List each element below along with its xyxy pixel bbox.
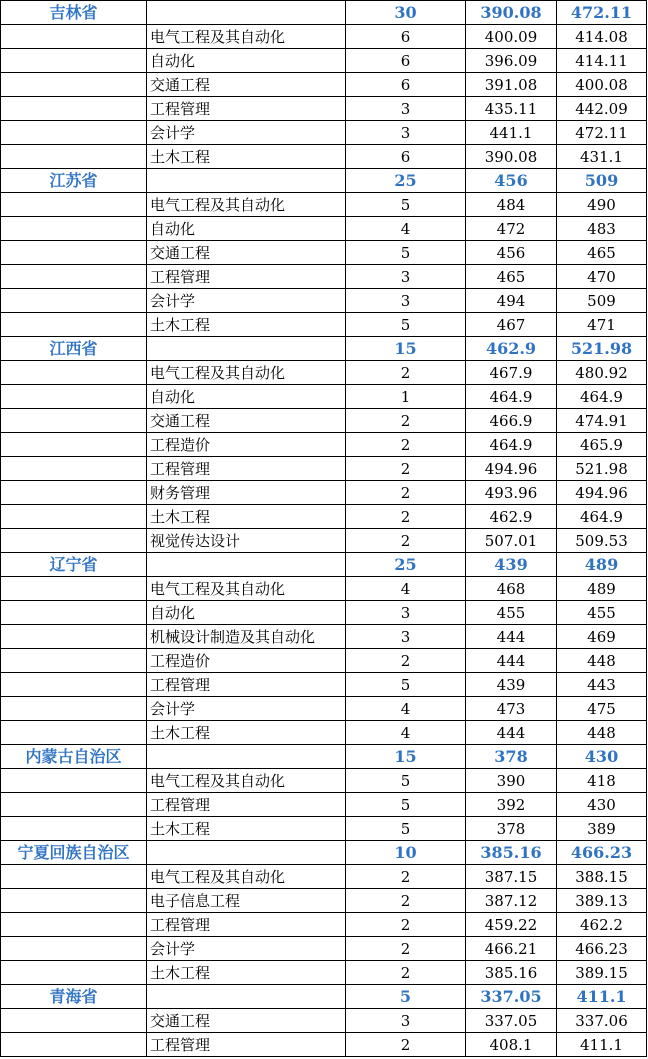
major-count: 2 [346, 649, 466, 673]
major-count: 5 [346, 769, 466, 793]
province-cell-empty [1, 217, 147, 241]
province-cell-empty [1, 697, 147, 721]
province-row [1, 745, 647, 769]
major-min-score: 507.01 [466, 529, 557, 553]
major-max-score: 414.11 [557, 49, 647, 73]
major-min-score: 464.9 [466, 385, 557, 409]
major-count: 3 [346, 121, 466, 145]
major-row [1, 145, 647, 169]
province-blank [147, 841, 346, 865]
major-name: 工程管理 [147, 97, 346, 121]
major-name: 电气工程及其自动化 [147, 769, 346, 793]
major-name: 自动化 [147, 601, 346, 625]
major-row [1, 385, 647, 409]
province-cell-empty [1, 865, 147, 889]
major-row [1, 529, 647, 553]
province-cell-empty [1, 1033, 147, 1057]
major-min-score: 455 [466, 601, 557, 625]
province-cell-empty [1, 937, 147, 961]
province-min-score: 385.16 [466, 841, 557, 865]
major-min-score: 472 [466, 217, 557, 241]
province-name: 青海省 [1, 985, 147, 1009]
province-cell-empty [1, 481, 147, 505]
major-count: 2 [346, 505, 466, 529]
major-name: 交通工程 [147, 1009, 346, 1033]
major-row [1, 625, 647, 649]
province-cell-empty [1, 673, 147, 697]
major-max-score: 521.98 [557, 457, 647, 481]
major-min-score: 439 [466, 673, 557, 697]
major-count: 4 [346, 721, 466, 745]
major-name: 自动化 [147, 385, 346, 409]
major-name: 电气工程及其自动化 [147, 193, 346, 217]
major-count: 2 [346, 457, 466, 481]
major-row [1, 889, 647, 913]
major-count: 2 [346, 361, 466, 385]
major-name: 土木工程 [147, 961, 346, 985]
major-max-score: 474.91 [557, 409, 647, 433]
major-count: 6 [346, 25, 466, 49]
major-max-score: 443 [557, 673, 647, 697]
province-max-score: 411.1 [557, 985, 647, 1009]
province-cell-empty [1, 289, 147, 313]
province-total: 15 [346, 337, 466, 361]
major-min-score: 444 [466, 649, 557, 673]
province-cell-empty [1, 121, 147, 145]
major-row [1, 193, 647, 217]
major-row [1, 769, 647, 793]
major-count: 2 [346, 409, 466, 433]
major-name: 工程管理 [147, 457, 346, 481]
major-count: 5 [346, 673, 466, 697]
major-count: 2 [346, 937, 466, 961]
major-min-score: 378 [466, 817, 557, 841]
major-row [1, 697, 647, 721]
province-cell-empty [1, 721, 147, 745]
major-count: 5 [346, 241, 466, 265]
province-blank [147, 169, 346, 193]
province-cell-empty [1, 817, 147, 841]
major-max-score: 466.23 [557, 937, 647, 961]
major-count: 3 [346, 625, 466, 649]
major-min-score: 467.9 [466, 361, 557, 385]
major-max-score: 389.13 [557, 889, 647, 913]
province-cell-empty [1, 433, 147, 457]
major-max-score: 400.08 [557, 73, 647, 97]
major-max-score: 490 [557, 193, 647, 217]
major-row [1, 265, 647, 289]
major-count: 3 [346, 265, 466, 289]
major-max-score: 472.11 [557, 121, 647, 145]
major-max-score: 494.96 [557, 481, 647, 505]
province-cell-empty [1, 529, 147, 553]
major-min-score: 484 [466, 193, 557, 217]
major-min-score: 441.1 [466, 121, 557, 145]
major-min-score: 462.9 [466, 505, 557, 529]
province-cell-empty [1, 625, 147, 649]
province-cell-empty [1, 961, 147, 985]
major-count: 2 [346, 961, 466, 985]
major-count: 2 [346, 865, 466, 889]
major-count: 2 [346, 1033, 466, 1057]
major-name: 会计学 [147, 937, 346, 961]
major-min-score: 468 [466, 577, 557, 601]
major-min-score: 493.96 [466, 481, 557, 505]
major-max-score: 469 [557, 625, 647, 649]
province-cell-empty [1, 73, 147, 97]
major-count: 5 [346, 817, 466, 841]
major-count: 6 [346, 145, 466, 169]
province-min-score: 462.9 [466, 337, 557, 361]
major-row [1, 25, 647, 49]
province-name: 江苏省 [1, 169, 147, 193]
major-name: 土木工程 [147, 817, 346, 841]
province-name: 辽宁省 [1, 553, 147, 577]
major-min-score: 456 [466, 241, 557, 265]
major-count: 2 [346, 481, 466, 505]
major-min-score: 467 [466, 313, 557, 337]
province-total: 5 [346, 985, 466, 1009]
province-cell-empty [1, 793, 147, 817]
major-max-score: 509 [557, 289, 647, 313]
major-row [1, 505, 647, 529]
major-min-score: 337.05 [466, 1009, 557, 1033]
major-row [1, 49, 647, 73]
province-total: 25 [346, 553, 466, 577]
major-max-score: 389 [557, 817, 647, 841]
major-name: 工程管理 [147, 265, 346, 289]
major-name: 土木工程 [147, 145, 346, 169]
major-max-score: 464.9 [557, 385, 647, 409]
table-body [1, 1, 647, 1057]
province-max-score: 509 [557, 169, 647, 193]
major-row [1, 721, 647, 745]
major-max-score: 462.2 [557, 913, 647, 937]
province-cell-empty [1, 457, 147, 481]
province-cell-empty [1, 145, 147, 169]
major-row [1, 313, 647, 337]
major-row [1, 409, 647, 433]
province-name: 吉林省 [1, 1, 147, 25]
major-count: 3 [346, 1009, 466, 1033]
major-name: 财务管理 [147, 481, 346, 505]
major-max-score: 464.9 [557, 505, 647, 529]
major-count: 2 [346, 913, 466, 937]
major-max-score: 430 [557, 793, 647, 817]
province-row [1, 337, 647, 361]
province-total: 25 [346, 169, 466, 193]
major-name: 土木工程 [147, 721, 346, 745]
province-min-score: 390.08 [466, 1, 557, 25]
province-name: 内蒙古自治区 [1, 745, 147, 769]
major-min-score: 466.21 [466, 937, 557, 961]
major-min-score: 396.09 [466, 49, 557, 73]
major-row [1, 241, 647, 265]
province-cell-empty [1, 769, 147, 793]
major-min-score: 400.09 [466, 25, 557, 49]
major-min-score: 466.9 [466, 409, 557, 433]
major-count: 3 [346, 601, 466, 625]
major-min-score: 465 [466, 265, 557, 289]
major-min-score: 390.08 [466, 145, 557, 169]
major-row [1, 937, 647, 961]
province-blank [147, 985, 346, 1009]
major-name: 电气工程及其自动化 [147, 361, 346, 385]
major-name: 机械设计制造及其自动化 [147, 625, 346, 649]
province-name: 江西省 [1, 337, 147, 361]
major-name: 电气工程及其自动化 [147, 865, 346, 889]
province-cell-empty [1, 25, 147, 49]
province-blank [147, 1, 346, 25]
major-max-score: 337.06 [557, 1009, 647, 1033]
major-name: 工程管理 [147, 1033, 346, 1057]
major-count: 6 [346, 49, 466, 73]
province-cell-empty [1, 1009, 147, 1033]
major-name: 自动化 [147, 217, 346, 241]
major-count: 4 [346, 217, 466, 241]
province-cell-empty [1, 193, 147, 217]
major-min-score: 392 [466, 793, 557, 817]
major-row [1, 361, 647, 385]
major-max-score: 480.92 [557, 361, 647, 385]
province-total: 30 [346, 1, 466, 25]
major-max-score: 414.08 [557, 25, 647, 49]
major-row [1, 817, 647, 841]
province-max-score: 466.23 [557, 841, 647, 865]
province-row [1, 553, 647, 577]
major-max-score: 411.1 [557, 1033, 647, 1057]
major-name: 土木工程 [147, 313, 346, 337]
major-row [1, 1009, 647, 1033]
major-count: 5 [346, 793, 466, 817]
province-cell-empty [1, 889, 147, 913]
major-name: 视觉传达设计 [147, 529, 346, 553]
province-cell-empty [1, 649, 147, 673]
province-cell-empty [1, 313, 147, 337]
major-min-score: 494.96 [466, 457, 557, 481]
major-max-score: 470 [557, 265, 647, 289]
major-count: 2 [346, 889, 466, 913]
major-row [1, 289, 647, 313]
major-count: 3 [346, 289, 466, 313]
province-cell-empty [1, 409, 147, 433]
major-min-score: 435.11 [466, 97, 557, 121]
major-min-score: 391.08 [466, 73, 557, 97]
major-row [1, 649, 647, 673]
province-blank [147, 745, 346, 769]
province-cell-empty [1, 577, 147, 601]
major-name: 交通工程 [147, 241, 346, 265]
major-name: 交通工程 [147, 73, 346, 97]
major-min-score: 464.9 [466, 433, 557, 457]
major-name: 工程管理 [147, 673, 346, 697]
major-row [1, 865, 647, 889]
major-max-score: 448 [557, 649, 647, 673]
major-count: 5 [346, 193, 466, 217]
major-min-score: 459.22 [466, 913, 557, 937]
major-max-score: 448 [557, 721, 647, 745]
major-max-score: 418 [557, 769, 647, 793]
major-row [1, 1033, 647, 1057]
major-count: 5 [346, 313, 466, 337]
major-min-score: 387.15 [466, 865, 557, 889]
province-max-score: 472.11 [557, 1, 647, 25]
major-max-score: 388.15 [557, 865, 647, 889]
major-max-score: 475 [557, 697, 647, 721]
province-max-score: 430 [557, 745, 647, 769]
major-name: 自动化 [147, 49, 346, 73]
major-row [1, 961, 647, 985]
major-count: 4 [346, 577, 466, 601]
major-count: 6 [346, 73, 466, 97]
major-max-score: 489 [557, 577, 647, 601]
province-name: 宁夏回族自治区 [1, 841, 147, 865]
major-min-score: 408.1 [466, 1033, 557, 1057]
province-cell-empty [1, 241, 147, 265]
major-min-score: 473 [466, 697, 557, 721]
major-min-score: 385.16 [466, 961, 557, 985]
major-name: 工程造价 [147, 649, 346, 673]
major-row [1, 121, 647, 145]
major-min-score: 390 [466, 769, 557, 793]
province-cell-empty [1, 913, 147, 937]
province-row [1, 985, 647, 1009]
major-min-score: 494 [466, 289, 557, 313]
province-row [1, 169, 647, 193]
province-min-score: 456 [466, 169, 557, 193]
province-blank [147, 337, 346, 361]
major-name: 会计学 [147, 121, 346, 145]
major-max-score: 442.09 [557, 97, 647, 121]
province-cell-empty [1, 505, 147, 529]
major-row [1, 601, 647, 625]
major-row [1, 217, 647, 241]
major-row [1, 433, 647, 457]
province-cell-empty [1, 49, 147, 73]
major-row [1, 913, 647, 937]
major-max-score: 465 [557, 241, 647, 265]
province-cell-empty [1, 265, 147, 289]
major-max-score: 455 [557, 601, 647, 625]
major-name: 交通工程 [147, 409, 346, 433]
province-min-score: 337.05 [466, 985, 557, 1009]
province-min-score: 378 [466, 745, 557, 769]
major-count: 3 [346, 97, 466, 121]
major-min-score: 444 [466, 721, 557, 745]
major-row [1, 793, 647, 817]
province-cell-empty [1, 97, 147, 121]
province-row [1, 1, 647, 25]
province-total: 10 [346, 841, 466, 865]
major-name: 电气工程及其自动化 [147, 25, 346, 49]
major-count: 1 [346, 385, 466, 409]
major-max-score: 389.15 [557, 961, 647, 985]
province-cell-empty [1, 601, 147, 625]
province-max-score: 521.98 [557, 337, 647, 361]
major-name: 电气工程及其自动化 [147, 577, 346, 601]
major-max-score: 509.53 [557, 529, 647, 553]
province-blank [147, 553, 346, 577]
major-row [1, 577, 647, 601]
province-total: 15 [346, 745, 466, 769]
province-cell-empty [1, 361, 147, 385]
major-row [1, 481, 647, 505]
major-name: 会计学 [147, 697, 346, 721]
major-row [1, 73, 647, 97]
province-min-score: 439 [466, 553, 557, 577]
major-name: 工程管理 [147, 793, 346, 817]
province-cell-empty [1, 385, 147, 409]
major-max-score: 483 [557, 217, 647, 241]
major-max-score: 431.1 [557, 145, 647, 169]
major-row [1, 673, 647, 697]
major-name: 电子信息工程 [147, 889, 346, 913]
major-count: 2 [346, 433, 466, 457]
province-row [1, 841, 647, 865]
major-name: 工程造价 [147, 433, 346, 457]
major-name: 会计学 [147, 289, 346, 313]
major-row [1, 457, 647, 481]
major-row [1, 97, 647, 121]
major-min-score: 387.12 [466, 889, 557, 913]
major-name: 工程管理 [147, 913, 346, 937]
province-max-score: 489 [557, 553, 647, 577]
major-max-score: 465.9 [557, 433, 647, 457]
major-count: 2 [346, 529, 466, 553]
major-max-score: 471 [557, 313, 647, 337]
major-min-score: 444 [466, 625, 557, 649]
major-name: 土木工程 [147, 505, 346, 529]
major-count: 4 [346, 697, 466, 721]
